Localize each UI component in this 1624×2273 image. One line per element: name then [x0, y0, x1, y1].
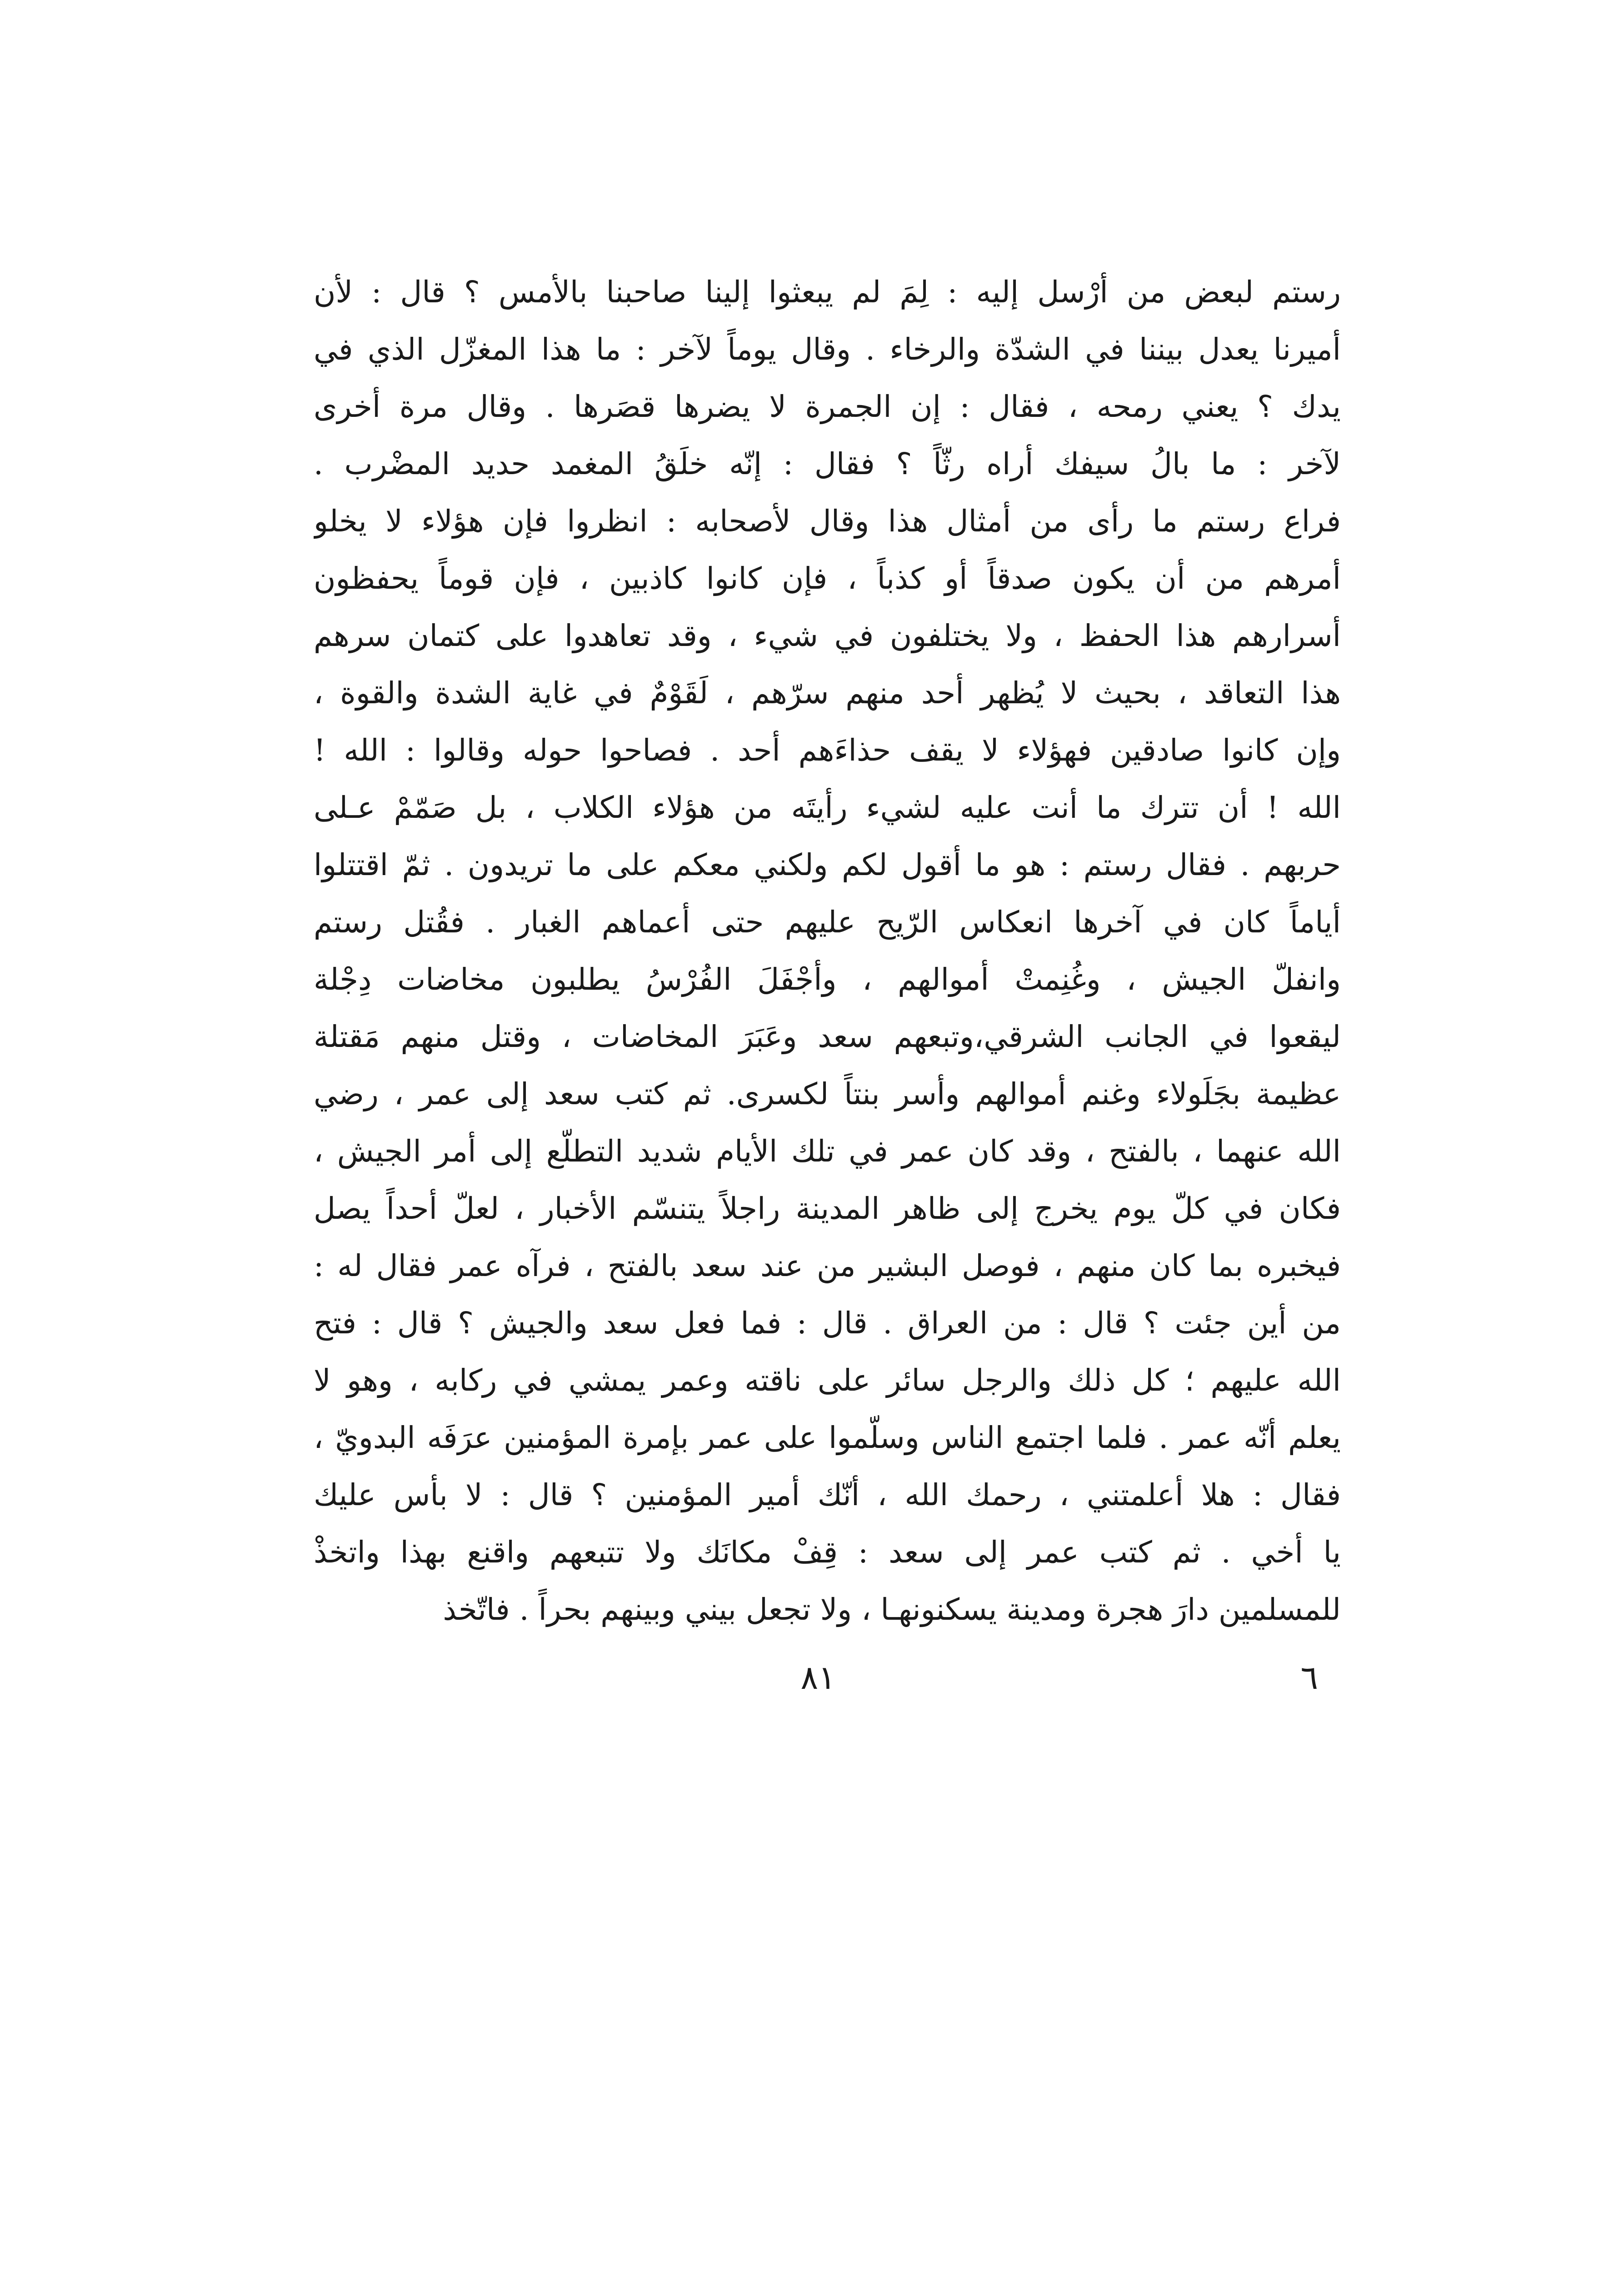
text-line: هذا التعاقد ، بحيث لا يُظهر أحد منهم سرّهم ، لَقَوْمٌ في غاية الشدة والقوة ، [314, 676, 1341, 711]
text-line: وانفلّ الجيش ، وغُنِمتْ أموالهم ، وأجْفَلَ الفُرْسُ يطلبون مخاضات دِجْلة [314, 962, 1341, 997]
text-line: لآخر : ما بالُ سيفك أراه رثّاً ؟ فقال : إنّه خلَقُ المغمد حديد المضْرب . [314, 446, 1341, 481]
page-footer [0, 1650, 1624, 1705]
text-line: عظيمة بجَلَولاء وغنم أموالهم وأسر بنتاً لكسرى. ثم كتب سعد إلى عمر ، رضي [314, 1076, 1341, 1111]
text-line: أمرهم من أن يكون صدقاً أو كذباً ، فإن كانوا كاذبين ، فإن قوماً يحفظون [314, 561, 1341, 596]
text-line: حربهم . فقال رستم : هو ما أقول لكم ولكني معكم على ما تريدون . ثمّ اقتتلوا [314, 847, 1341, 882]
text-line: فقال : هلا أعلمتني ، رحمك الله ، أنّك أمير المؤمنين ؟ قال : لا بأس عليك [314, 1477, 1341, 1512]
text-line: الله عليهم ؛ كل ذلك والرجل سائر على ناقته وعمر يمشي في ركابه ، وهو لا [314, 1363, 1341, 1398]
page-number: ٨١ [800, 1658, 836, 1697]
signature-mark: ٦ [1300, 1658, 1318, 1697]
text-line: يا أخي . ثم كتب عمر إلى سعد : قِفْ مكانَك ولا تتبعهم واقنع بهذا واتخذْ [314, 1535, 1341, 1570]
text-line: من أين جئت ؟ قال : من العراق . قال : فما فعل سعد والجيش ؟ قال : فتح [314, 1306, 1341, 1341]
text-line: وإن كانوا صادقين فهؤلاء لا يقف حذاءَهم أحد . فصاحوا حوله وقالوا : الله ! [314, 733, 1341, 768]
text-line: أسرارهم هذا الحفظ ، ولا يختلفون في شيء ، وقد تعاهدوا على كتمان سرهم [314, 618, 1341, 653]
text-line: ليقعوا في الجانب الشرقي،وتبعهم سعد وعَبَرَ المخاضات ، وقتل منهم مَقتلة [314, 1019, 1341, 1054]
text-line: أميرنا يعدل بيننا في الشدّة والرخاء . وقال يوماً لآخر : ما هذا المغزّل الذي في [314, 332, 1341, 367]
text-line: الله ! أن تترك ما أنت عليه لشيء رأيتَه من هؤلاء الكلاب ، بل صَمّمْ عـلى [314, 790, 1341, 825]
text-line: أياماً كان في آخرها انعكاس الرّيح عليهم حتى أعماهم الغبار . فقُتل رستم [314, 905, 1341, 940]
text-line: يدك ؟ يعني رمحه ، فقال : إن الجمرة لا يضرها قصَرها . وقال مرة أخرى [314, 389, 1341, 424]
text-line: فكان في كلّ يوم يخرج إلى ظاهر المدينة راجلاً يتنسّم الأخبار ، لعلّ أحداً يصل [314, 1191, 1341, 1226]
text-line: للمسلمين دارَ هجرة ومدينة يسكنونهـا ، ولا تجعل بيني وبينهم بحراً . فاتّخذ [443, 1592, 1341, 1627]
text-line: فراع رستم ما رأى من أمثال هذا وقال لأصحابه : انظروا فإن هؤلاء لا يخلو [314, 504, 1341, 539]
text-line: الله عنهما ، بالفتح ، وقد كان عمر في تلك الأيام شديد التطلّع إلى أمر الجيش ، [314, 1134, 1341, 1169]
text-line: رستم لبعض من أرْسل إليه : لِمَ لم يبعثوا إلينا صاحبنا بالأمس ؟ قال : لأن [314, 275, 1341, 310]
text-line: يعلم أنّه عمر . فلما اجتمع الناس وسلّموا على عمر بإمرة المؤمنين عرَفَه البدويّ ، [314, 1420, 1341, 1455]
body-text [314, 264, 1341, 1638]
text-line: فيخبره بما كان منهم ، فوصل البشير من عند سعد بالفتح ، فرآه عمر فقال له : [314, 1248, 1341, 1283]
